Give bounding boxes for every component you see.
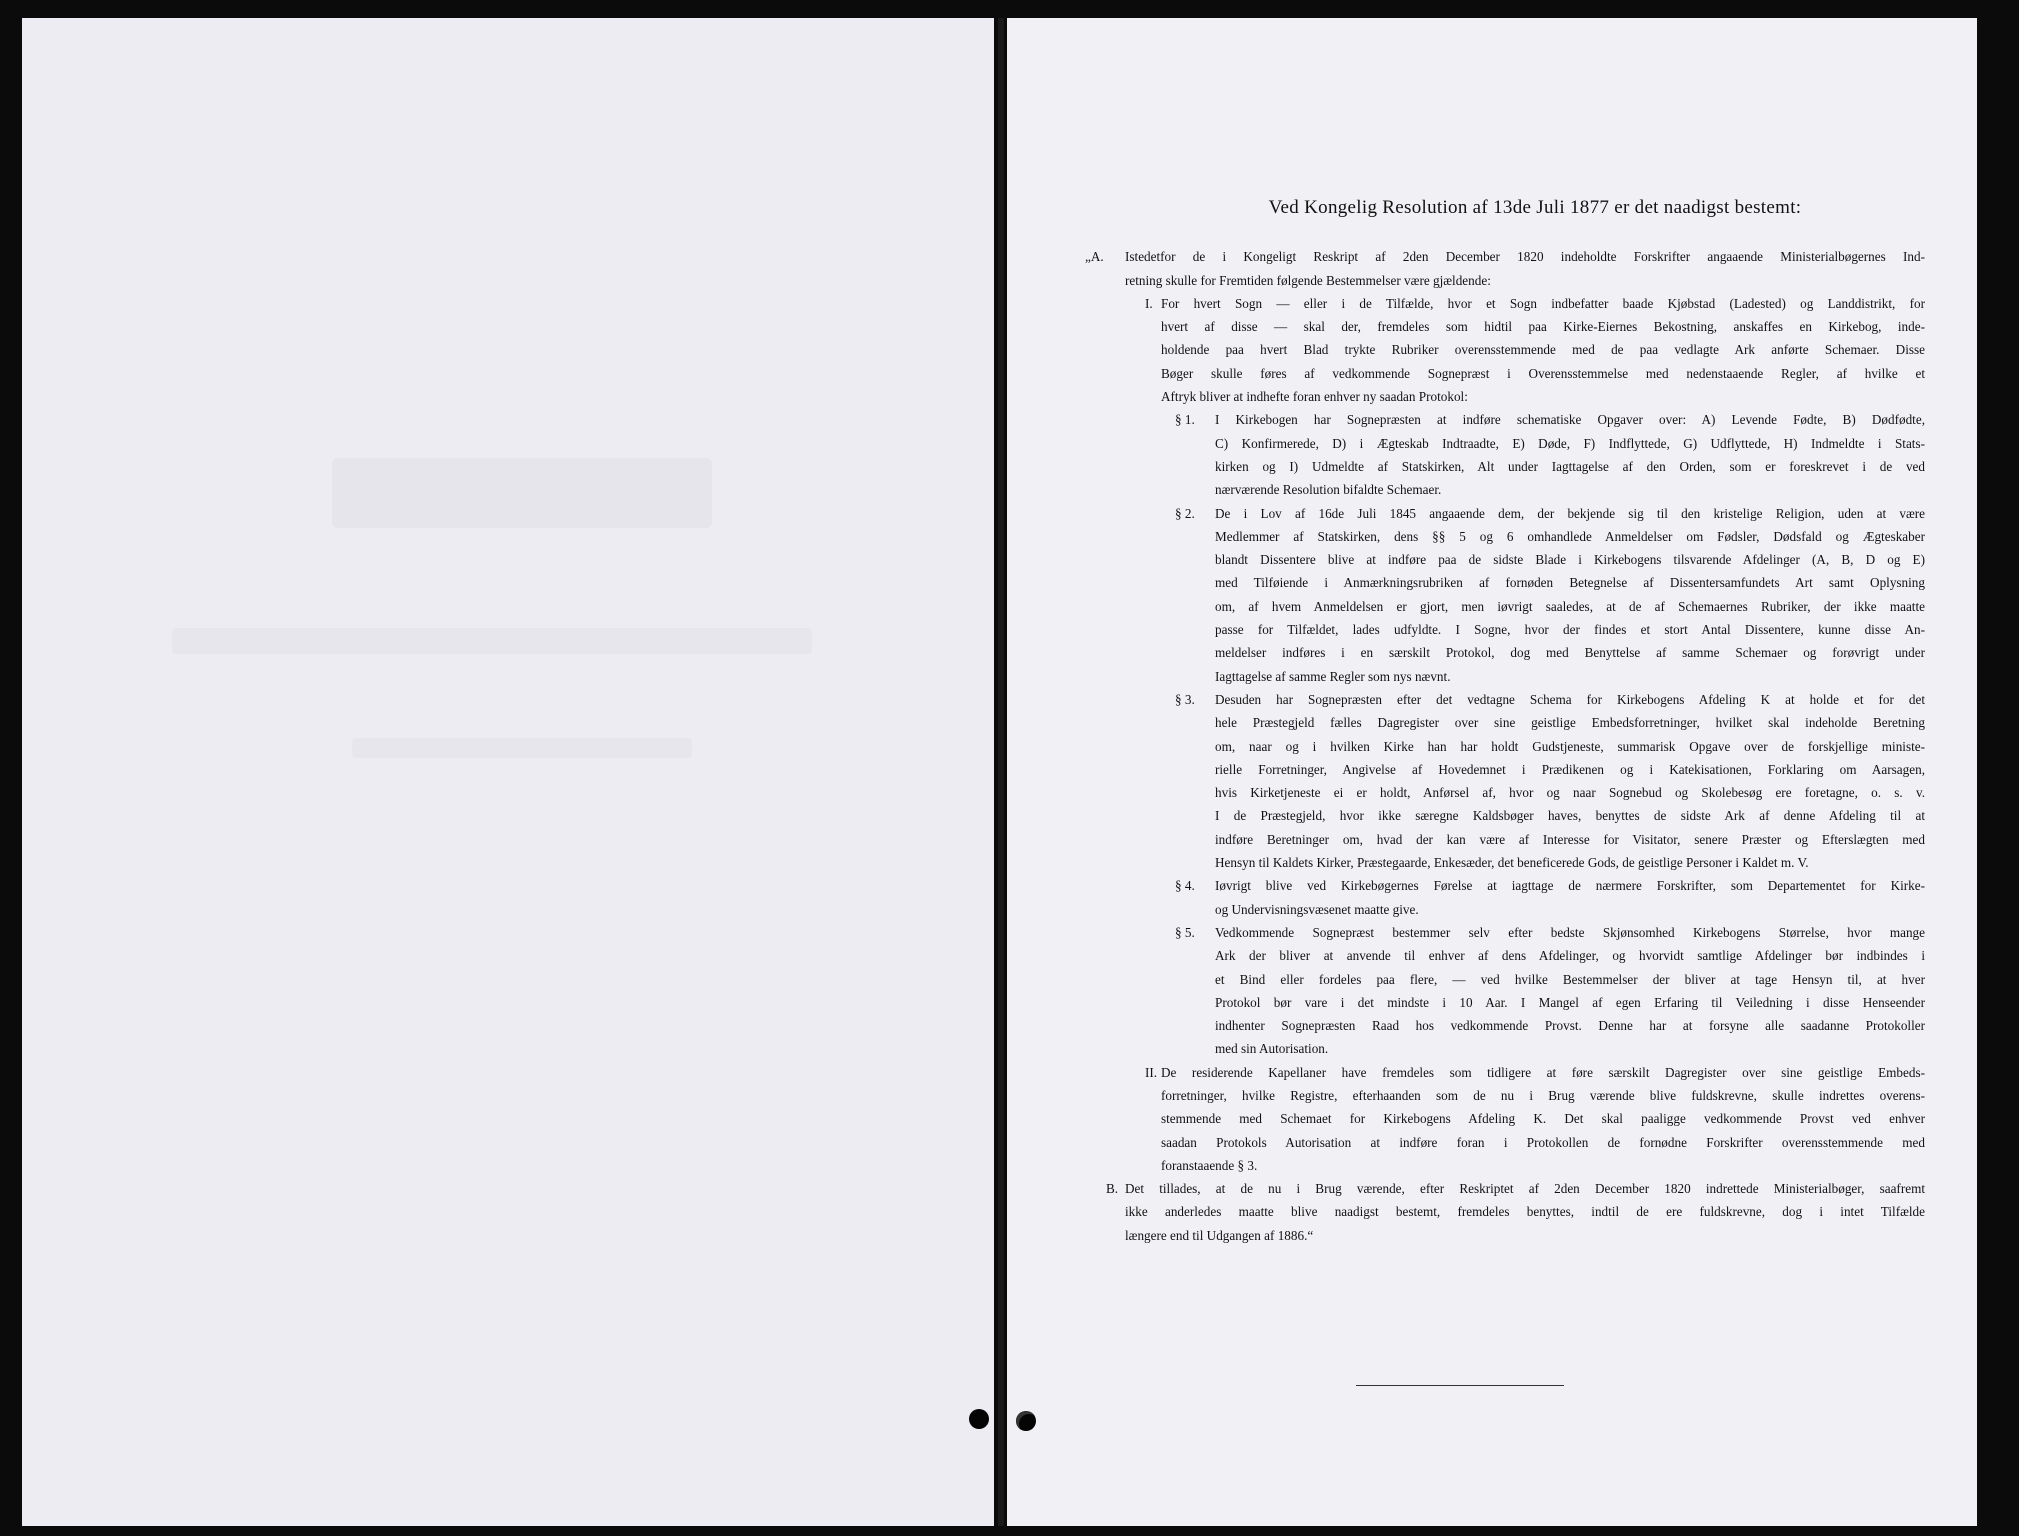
paragraph	[1085, 921, 1925, 1061]
paragraph	[1085, 502, 1925, 688]
text-line: med sin Autorisation.	[1215, 1041, 1329, 1057]
text-line: saadan Protokols Autorisation at indføre foran i Protokollen de fornødne Forskrifter overensstemmende med	[1161, 1134, 1925, 1150]
paragraph	[1085, 292, 1925, 408]
paragraph	[1085, 874, 1925, 921]
text-line: For hvert Sogn — eller i de Tilfælde, hvor et Sogn indbefatter baade Kjøbstad (Ladested) og Landdistrikt, for	[1161, 295, 1925, 311]
text-line: Bøger skulle føres af vedkommende Sognepræst i Overensstemmelse med nedenstaaende Regler, af hvilke et	[1161, 365, 1925, 381]
binding-hole-left	[969, 1409, 989, 1429]
paragraph	[1085, 688, 1925, 874]
text-line: nærværende Resolution bifaldte Schemaer.	[1215, 482, 1442, 498]
text-line: meldelser indføres i en særskilt Protokol, dog med Benyttelse af samme Schemaer og forøvrigt under	[1215, 645, 1925, 661]
text-line: hvis Kirketjeneste ei er holdt, Anførsel af, hvor og naar Sognebud og Skolebesøg ere foretagne, o. s. v.	[1215, 785, 1925, 801]
text-line: kirken og I) Udmeldte af Statskirken, Alt under Iagttagelse af den Orden, som er foreskrevet i de ved	[1215, 458, 1925, 474]
text-line: rielle Forretninger, Angivelse af Hovedemnet i Prædikenen og i Katekisationen, Forklaring om Aarsagen,	[1215, 761, 1925, 777]
text-line: med Tilføiende i Anmærkningsrubriken af fornøden Betegnelse af Dissentersamfundets Art samt Oplysning	[1215, 575, 1925, 591]
text-line: indhenter Sognepræsten Raad hos vedkommende Provst. Denne har at forsyne alle saadanne Protokoller	[1215, 1018, 1925, 1034]
paragraph	[1085, 408, 1925, 501]
text-line: Hensyn til Kaldets Kirker, Præstegaarde, Enkesæder, det beneficerede Gods, de geistlige Personer i Kaldet m. V.	[1215, 855, 1809, 871]
text-line: foranstaaende § 3.	[1161, 1157, 1258, 1173]
text-line: holdende paa hvert Blad trykte Rubriker overensstemmende med de paa vedlagte Ark anførte Schemaer. Disse	[1161, 342, 1925, 358]
paragraph-body	[1161, 292, 1925, 408]
paragraph-body	[1215, 874, 1925, 921]
text-line: I de Præstegjeld, hvor ikke særegne Kaldsbøger haves, benyttes de sidste Ark af denne Afdeling til at	[1215, 808, 1925, 824]
text-line: om, naar og i hvilken Kirke han har holdt Gudstjeneste, summarisk Opgave over de forskjellige ministe-	[1215, 738, 1925, 754]
text-line: passe for Tilfældet, lades udfyldte. I Sogne, hvor der findes et stort Antal Dissentere, kunne disse An-	[1215, 622, 1925, 638]
paragraph-body	[1125, 1177, 1925, 1247]
text-line: Iagttagelse af samme Regler som nys nævnt.	[1215, 668, 1451, 684]
page-title: Ved Kongelig Resolution af 13de Juli 1877 er det naadigst bestemt:	[1268, 197, 1802, 218]
text-line: I Kirkebogen har Sognepræsten at indføre schematiske Opgaver over: A) Levende Fødte, B) Dødfødte,	[1215, 412, 1925, 428]
text-line: et Bind eller fordeles paa flere, — ved hvilke Bestemmelser der bliver at tage Hensyn til, at hver	[1215, 971, 1925, 987]
sections	[1085, 245, 1925, 1247]
paragraph-body	[1161, 1061, 1925, 1177]
paragraph-label: § 5.	[1175, 924, 1195, 940]
text-line: hvert af disse — skal der, fremdeles som hidtil paa Kirke-Eiernes Bekostning, anskaffes en Kirkebog, inde-	[1161, 319, 1925, 335]
text-line: Vedkommende Sognepræst bestemmer selv efter bedste Skjønsomhed Kirkebogens Størrelse, hvor mange	[1215, 924, 1925, 940]
paragraph	[1085, 245, 1925, 292]
paragraph-body	[1215, 688, 1925, 874]
text-line: Aftryk bliver at indhefte foran enhver ny saadan Protokol:	[1161, 389, 1468, 405]
paragraph	[1085, 1177, 1925, 1247]
text-line: forretninger, hvilke Registre, efterhaanden som de nu i Brug værende blive fuldskrevne, skulle indrettes overens-	[1161, 1087, 1925, 1103]
paragraph-label: § 3.	[1175, 691, 1195, 707]
binding-hole-right	[1016, 1411, 1036, 1431]
text-line: retning skulle for Fremtiden følgende Bestemmelser være gjældende:	[1125, 272, 1491, 288]
text-line: Iøvrigt blive ved Kirkebøgernes Førelse at iagttage de nærmere Forskrifter, som Departementet for Kirke-	[1215, 878, 1925, 894]
paragraph-label: § 4.	[1175, 878, 1195, 894]
paragraph-label: I.	[1145, 295, 1153, 311]
text-line: C) Konfirmerede, D) i Ægteskab Indtraadte, E) Døde, F) Indflyttede, G) Udflyttede, H) Indmeldte i Stats-	[1215, 435, 1925, 451]
resolution-text	[1085, 196, 1925, 1247]
text-line: Istedetfor de i Kongeligt Reskript af 2den December 1820 indeholdte Forskrifter angaaende Ministerialbøgernes Ind-	[1125, 249, 1925, 265]
paragraph-label: § 2.	[1175, 505, 1195, 521]
paragraph-body	[1215, 502, 1925, 688]
text-line: Medlemmer af Statskirken, dens §§ 5 og 6 omhandlede Anmeldelser om Fødsler, Dødsfald og Ægteskaber	[1215, 528, 1925, 544]
text-line: blandt Dissentere blive at indføre paa de sidste Blade i Kirkebogens tilsvarende Afdelinger (A, B, D og E)	[1215, 552, 1925, 568]
paragraph-label: B.	[1106, 1181, 1119, 1197]
text-line: Ark der bliver at anvende til enhver af dens Afdelinger, og hvorvidt samtlige Afdelinger bør indbindes i	[1215, 948, 1925, 964]
left-page	[22, 18, 994, 1526]
paragraph-label: § 1.	[1175, 412, 1195, 428]
book-gutter	[998, 18, 1004, 1526]
paragraph-body	[1215, 408, 1925, 501]
bleed-through-mark	[332, 458, 712, 528]
text-line: ikke anderledes maatte blive naadigst bestemt, fremdeles benyttes, indtil de ere fuldskrevne, dog i intet Tilfælde	[1125, 1204, 1925, 1220]
text-line: stemmende med Schemaet for Kirkebogens Afdeling K. Det skal paaligge vedkommende Provst ved enhver	[1161, 1111, 1925, 1127]
paragraph-body	[1125, 245, 1925, 292]
paragraph-label: II.	[1145, 1064, 1158, 1080]
paragraph-label: „A.	[1085, 249, 1104, 265]
paragraph	[1085, 1061, 1925, 1177]
text-line: og Undervisningsvæsenet maatte give.	[1215, 901, 1419, 917]
text-line: De i Lov af 16de Juli 1845 angaaende dem, der bekjende sig til den kristelige Religion, uden at være	[1215, 505, 1925, 521]
bleed-through-mark	[172, 628, 812, 654]
text-line: indføre Beretninger om, hvad der kan være af Interesse for Visitator, senere Præster og Efterslægten med	[1215, 831, 1925, 847]
text-line: Det tillades, at de nu i Brug værende, efter Reskriptet af 2den December 1820 indrettede Ministerialbøger, saafremt	[1125, 1181, 1925, 1197]
text-line: om, af hvem Anmeldelsen er gjort, men iøvrigt saaledes, at de af Schemaernes Rubriker, der ikke maatte	[1215, 598, 1925, 614]
bleed-through-mark	[352, 738, 692, 758]
text-line: Desuden har Sognepræsten efter det vedtagne Schema for Kirkebogens Afdeling K at holde et for det	[1215, 691, 1925, 707]
closing-rule	[1356, 1385, 1564, 1386]
text-line: De residerende Kapellaner have fremdeles som tidligere at føre særskilt Dagregister over sine geistlige Embeds-	[1161, 1064, 1925, 1080]
text-line: hele Præstegjeld fælles Dagregister over sine geistlige Embedsforretninger, hvilket skal indeholde Beretning	[1215, 715, 1925, 731]
text-line: Protokol bør vare i det mindste i 10 Aar. I Mangel af egen Erfaring til Veiledning i disse Henseender	[1215, 994, 1925, 1010]
text-line: længere end til Udgangen af 1886.“	[1125, 1227, 1314, 1243]
paragraph-body	[1215, 921, 1925, 1061]
